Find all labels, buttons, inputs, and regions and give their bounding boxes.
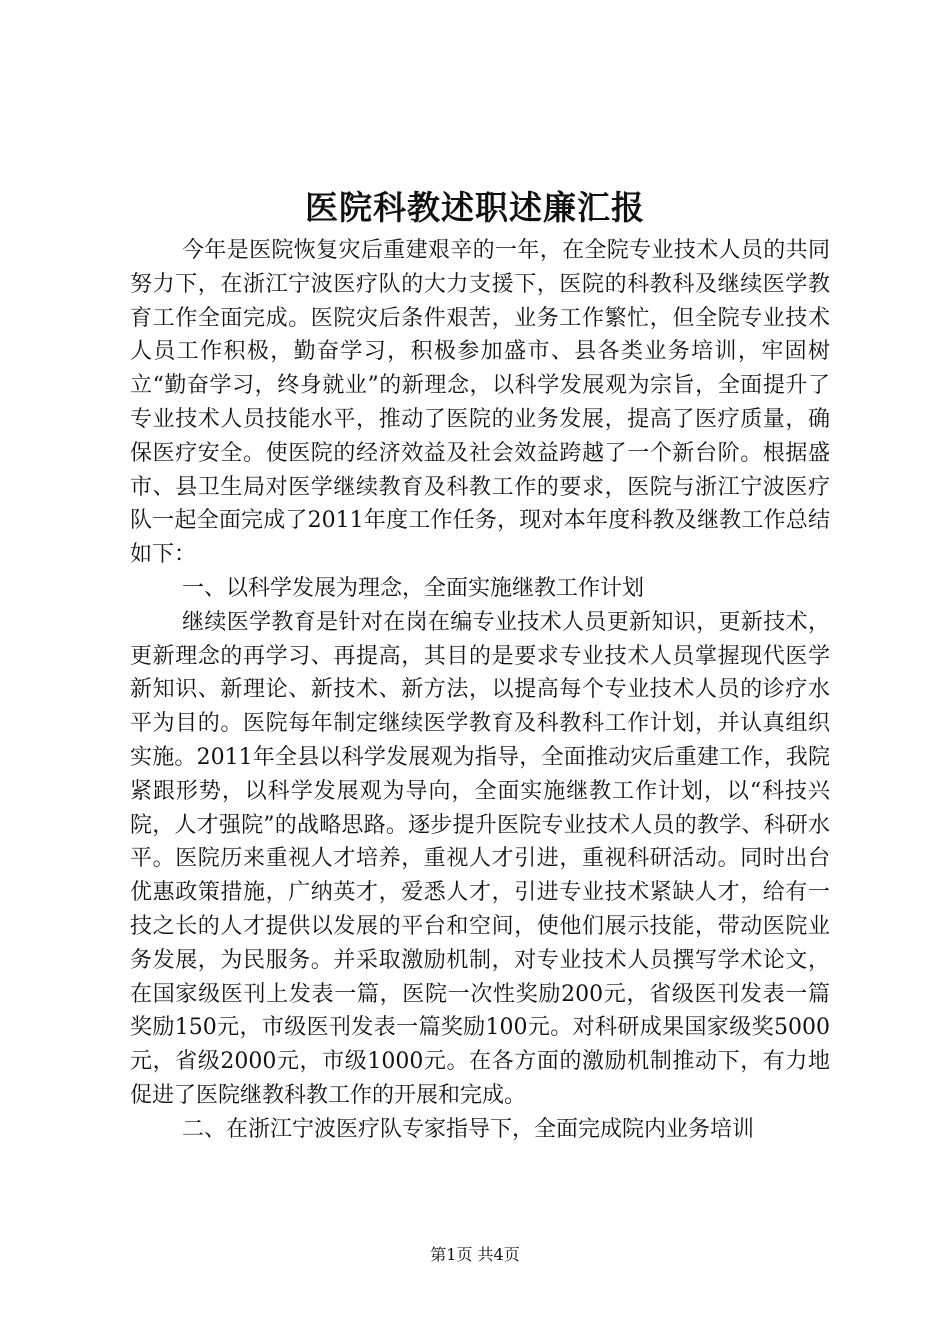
section-heading-2: 二、在浙江宁波医疗队专家指导下，全面完成院内业务培训 [182,1116,755,1142]
document-body [130,234,830,1147]
document-title: 医院科教述职述廉汇报 [305,188,645,227]
paragraph-intro: 今年是医院恢复灾后重建艰辛的一年，在全院专业技术人员的共同努力下，在浙江宁波医疗队的大力支援下，医院的科教科及继续医学教育工作全面完成。医院灾后条件艰苦，业务工作繁忙，但全院专业技术人员工作积极，勤奋学习，积极参加盛市、县各类业务培训，牢固树立“勤奋学习，终身就业”的新理念，以科学发展观为宗旨，全面提升了专业技术人员技能水平，推动了医院的业务发展，提高了医疗质量，确保医疗安全。使医院的经济效益及社会效益跨越了一个新台阶。根据盛市、县卫生局对医学继续教育及科教工作的要求，医院与浙江宁波医疗队一起全面完成了2011年度工作任务，现对本年度科教及继教工作总结如下： [130,238,830,568]
page-footer: 第1页 共4页 [430,1245,520,1264]
paragraph-section-1: 继续医学教育是针对在岗在编专业技术人员更新知识，更新技术，更新理念的再学习、再提高，其目的是要求专业技术人员掌握现代医学新知识、新理论、新技术、新方法，以提高每个专业技术人员的诊疗水平为目的。医院每年制定继续医学教育及科教科工作计划，并认真组织实施。2011年全县以科学发展观为指导，全面推动灾后重建工作，我院紧跟形势，以科学发展观为导向，全面实施继教工作计划，以“科技兴院，人才强院”的战略思路。逐步提升医院专业技术人员的教学、科研水平。医院历来重视人才培养，重视人才引进，重视科研活动。同时出台优惠政策措施，广纳英才，爱悉人才，引进专业技术紧缺人才，给有一技之长的人才提供以发展的平台和空间，使他们展示技能，带动医院业务发展，为民服务。并采取激励机制，对专业技术人员撰写学术论文，在国家级医刊上发表一篇，医院一次性奖励200元，省级医刊发表一篇奖励150元，市级医刊发表一篇奖励100元。对科研成果国家级奖5000元，省级2000元，市级1000元。在各方面的激励机制推动下，有力地促进了医院继教科教工作的开展和完成。 [130,609,830,1108]
section-heading-1: 一、以科学发展为理念，全面实施继教工作计划 [182,575,645,601]
